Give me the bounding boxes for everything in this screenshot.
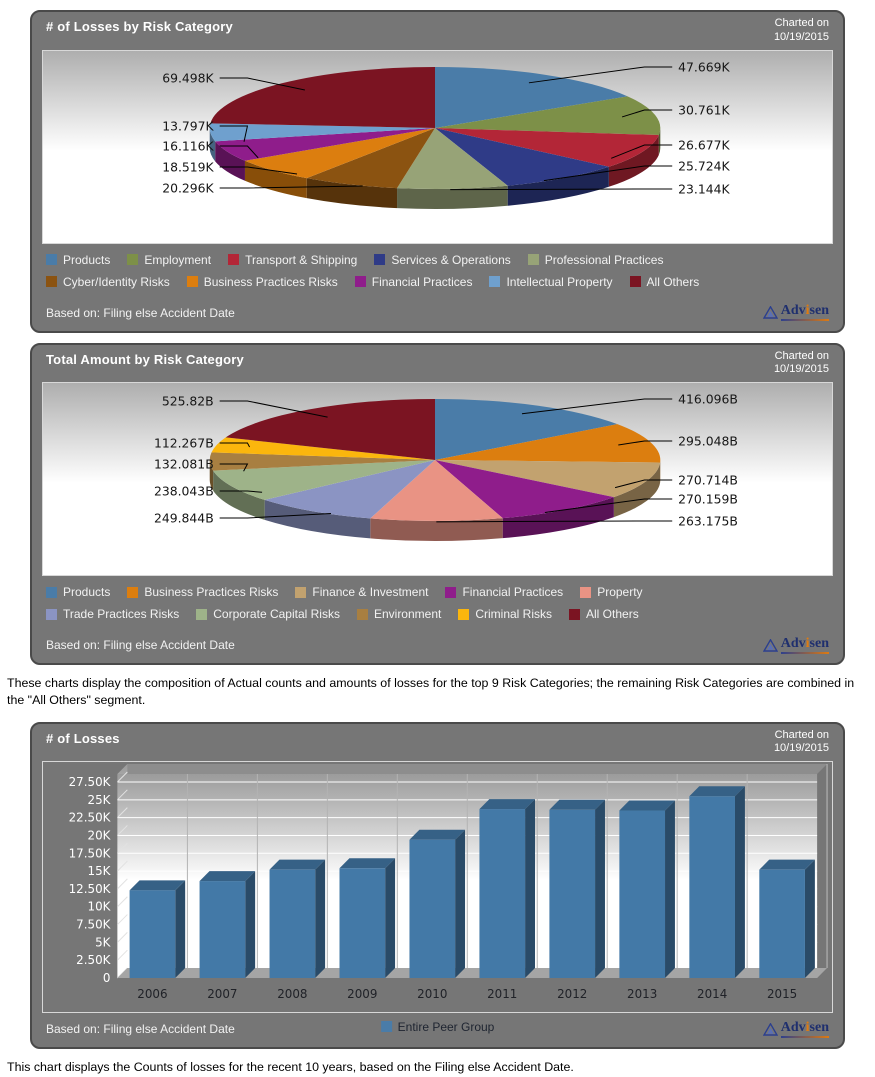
pie-value-label: 270.714B [678, 472, 738, 487]
legend-label: Business Practices Risks [144, 585, 278, 599]
panel-losses-by-risk-category [30, 10, 845, 333]
pie-value-label: 112.267B [154, 435, 214, 450]
legend-swatch [445, 587, 456, 598]
panel-footer [32, 629, 843, 663]
legend-label: Property [597, 585, 642, 599]
pie-value-label: 26.677K [678, 137, 730, 152]
y-axis-tick-label: 0 [103, 971, 111, 985]
legend-swatch [46, 609, 57, 620]
x-axis-tick-label: 2008 [277, 987, 307, 1001]
pie-slice-all-others [210, 67, 435, 128]
bar-side-2006 [175, 881, 185, 979]
legend-swatch [228, 254, 239, 265]
bar-2010 [409, 840, 455, 978]
legend-label: Financial Practices [372, 275, 473, 289]
bar-side-2012 [595, 800, 605, 978]
legend-label: All Others [647, 275, 700, 289]
plot-box-top [117, 764, 827, 774]
legend-item-business-practices-risks [127, 585, 278, 599]
advisen-wordmark: Advisen [781, 1021, 829, 1038]
pie-chart-svg [43, 383, 832, 575]
advisen-triangle-icon [763, 306, 778, 319]
chart-legend [32, 244, 843, 289]
legend-row [46, 275, 829, 289]
legend-swatch [569, 609, 580, 620]
pie-value-label: 25.724K [678, 158, 730, 173]
legend-item-finance-investment [295, 585, 428, 599]
charted-on-stamp [774, 350, 829, 378]
panel-header [32, 724, 843, 762]
legend-label: All Others [586, 607, 639, 621]
bar-2013 [619, 811, 665, 978]
legend-item-products [46, 585, 110, 599]
charted-on-label: Charted on [774, 17, 829, 31]
legend-item-financial-practices [445, 585, 563, 599]
legend-row [46, 253, 829, 267]
bar-side-2008 [315, 860, 325, 978]
legend-label: Products [63, 585, 110, 599]
legend-swatch [357, 609, 368, 620]
bar-2011 [479, 809, 525, 978]
legend-swatch [528, 254, 539, 265]
pie-value-label: 270.159B [678, 491, 738, 506]
pie-value-label: 47.669K [678, 59, 730, 74]
bottom-note: This chart displays the Counts of losses for the recent 10 years, based on the Filing else Accident Date. [7, 1059, 868, 1076]
advisen-logo [763, 304, 829, 321]
bar-2014 [689, 796, 735, 978]
legend-item-professional-practices [528, 253, 664, 267]
x-axis-tick-label: 2015 [767, 987, 797, 1001]
legend-label: Trade Practices Risks [63, 607, 179, 621]
legend-item-all-others [630, 275, 700, 289]
legend-item-entire-peer-group [381, 1020, 495, 1034]
x-axis-tick-label: 2010 [417, 987, 447, 1001]
pie-value-label: 416.096B [678, 391, 738, 406]
charted-on-date: 10/19/2015 [774, 363, 829, 377]
legend-label: Corporate Capital Risks [213, 607, 340, 621]
legend-item-services-operations [374, 253, 510, 267]
legend-swatch [374, 254, 385, 265]
panel-title: Total Amount by Risk Category [46, 352, 244, 367]
legend-label: Finance & Investment [312, 585, 428, 599]
x-axis-tick-label: 2007 [207, 987, 237, 1001]
legend-label: Professional Practices [545, 253, 664, 267]
pie-value-label: 23.144K [678, 181, 730, 196]
pie-value-label: 18.519K [162, 159, 214, 174]
legend-item-transport-shipping [228, 253, 357, 267]
charted-on-label: Charted on [774, 350, 829, 364]
legend-label: Transport & Shipping [245, 253, 357, 267]
legend-row [46, 585, 829, 599]
panel-title: # of Losses by Risk Category [46, 19, 233, 34]
legend-swatch [295, 587, 306, 598]
pie-value-label: 263.175B [678, 513, 738, 528]
legend-label: Criminal Risks [475, 607, 552, 621]
pie-chart-area [42, 382, 833, 576]
charted-on-stamp [774, 17, 829, 45]
advisen-wordmark: Advisen [781, 304, 829, 321]
pie-value-label: 238.043B [154, 483, 214, 498]
pie-chart-area [42, 50, 833, 244]
advisen-wordmark: Advisen [781, 637, 829, 654]
legend-label: Business Practices Risks [204, 275, 338, 289]
panel-header [32, 12, 843, 50]
y-axis-tick-label: 27.50K [69, 775, 112, 789]
legend-item-products [46, 253, 110, 267]
pie-chart-svg [43, 51, 832, 243]
pie-value-label: 30.761K [678, 102, 730, 117]
y-axis-tick-label: 25K [88, 793, 112, 807]
bar-2008 [270, 870, 316, 978]
pie-value-label: 69.498K [162, 70, 214, 85]
charted-on-date: 10/19/2015 [774, 31, 829, 45]
pie-value-label: 525.82B [162, 393, 214, 408]
legend-label: Intellectual Property [506, 275, 612, 289]
legend-swatch [46, 587, 57, 598]
based-on-note: Based on: Filing else Accident Date [46, 306, 235, 320]
bar-side-2011 [525, 799, 535, 978]
pie-value-label: 249.844B [154, 510, 214, 525]
legend-item-corporate-capital-risks [196, 607, 340, 621]
x-axis-tick-label: 2011 [487, 987, 517, 1001]
bar-side-2007 [245, 871, 255, 978]
legend-item-employment [127, 253, 211, 267]
charted-on-stamp [774, 729, 829, 757]
pie-value-label: 132.081B [154, 456, 214, 471]
bar-2015 [759, 870, 805, 978]
bar-side-2014 [735, 786, 745, 978]
panel-footer [32, 297, 843, 331]
advisen-logo [763, 1021, 829, 1038]
panel-number-of-losses [30, 722, 845, 1050]
legend-swatch [630, 276, 641, 287]
y-axis-tick-label: 12.50K [69, 882, 112, 896]
legend-swatch [489, 276, 500, 287]
based-on-note: Based on: Filing else Accident Date [46, 638, 235, 652]
legend-item-intellectual-property [489, 275, 612, 289]
legend-label: Cyber/Identity Risks [63, 275, 170, 289]
legend-label: Employment [144, 253, 211, 267]
legend-item-property [580, 585, 642, 599]
x-axis-tick-label: 2014 [697, 987, 727, 1001]
legend-swatch [46, 276, 57, 287]
y-axis-tick-label: 20K [88, 829, 112, 843]
y-axis-tick-label: 7.50K [76, 918, 111, 932]
y-axis-tick-label: 10K [88, 900, 112, 914]
x-axis-tick-label: 2012 [557, 987, 587, 1001]
legend-item-criminal-risks [458, 607, 552, 621]
charted-on-label: Charted on [774, 729, 829, 743]
panel-header [32, 345, 843, 383]
legend-row [46, 607, 829, 621]
y-axis-tick-label: 22.50K [69, 811, 112, 825]
legend-item-cyber-identity-risks [46, 275, 170, 289]
legend-label: Environment [374, 607, 441, 621]
bar-side-2013 [665, 801, 675, 978]
bar-chart-svg [43, 762, 832, 1012]
legend-item-all-others [569, 607, 639, 621]
between-charts-note: These charts display the composition of Actual counts and amounts of losses for the top 9 Risk Categories; the remaining Risk Categories are combined in the "All Others" segment. [7, 675, 868, 710]
y-axis-tick-label: 2.50K [76, 953, 111, 967]
legend-item-trade-practices-risks [46, 607, 179, 621]
legend-item-financial-practices [355, 275, 473, 289]
legend-swatch [196, 609, 207, 620]
chart-legend [32, 576, 843, 621]
legend-swatch [187, 276, 198, 287]
based-on-note: Based on: Filing else Accident Date [46, 1022, 235, 1036]
bar-side-2010 [455, 830, 465, 978]
legend-item-environment [357, 607, 441, 621]
y-axis-tick-label: 5K [95, 936, 112, 950]
legend-item-business-practices-risks [187, 275, 338, 289]
legend-swatch [580, 587, 591, 598]
bar-2012 [549, 810, 595, 978]
bar-chart-legend [381, 1019, 495, 1037]
bar-side-2015 [805, 860, 815, 978]
advisen-logo [763, 637, 829, 654]
legend-swatch [458, 609, 469, 620]
advisen-triangle-icon [763, 639, 778, 652]
pie-value-label: 16.116K [162, 138, 214, 153]
legend-swatch [355, 276, 366, 287]
pie-value-label: 13.797K [162, 118, 214, 133]
pie-value-label: 295.048B [678, 433, 738, 448]
legend-swatch [127, 587, 138, 598]
legend-swatch [127, 254, 138, 265]
y-axis-tick-label: 15K [88, 864, 112, 878]
x-axis-tick-label: 2009 [347, 987, 377, 1001]
bar-chart-area [42, 761, 833, 1013]
advisen-triangle-icon [763, 1023, 778, 1036]
legend-label: Entire Peer Group [398, 1020, 495, 1034]
x-axis-tick-label: 2013 [627, 987, 657, 1001]
bar-2007 [200, 881, 246, 978]
legend-swatch [46, 254, 57, 265]
legend-label: Services & Operations [391, 253, 510, 267]
pie-callout-line [450, 189, 672, 190]
pie-value-label: 20.296K [162, 180, 214, 195]
bar-side-2009 [385, 858, 395, 978]
bar-2009 [339, 868, 385, 978]
legend-label: Products [63, 253, 110, 267]
panel-title: # of Losses [46, 731, 120, 746]
y-axis-tick-label: 17.50K [69, 846, 112, 860]
panel-total-amount-by-risk-category [30, 343, 845, 666]
panel-footer [32, 1013, 843, 1047]
legend-label: Financial Practices [462, 585, 563, 599]
bar-2006 [130, 891, 176, 979]
x-axis-tick-label: 2006 [137, 987, 167, 1001]
charted-on-date: 10/19/2015 [774, 742, 829, 756]
